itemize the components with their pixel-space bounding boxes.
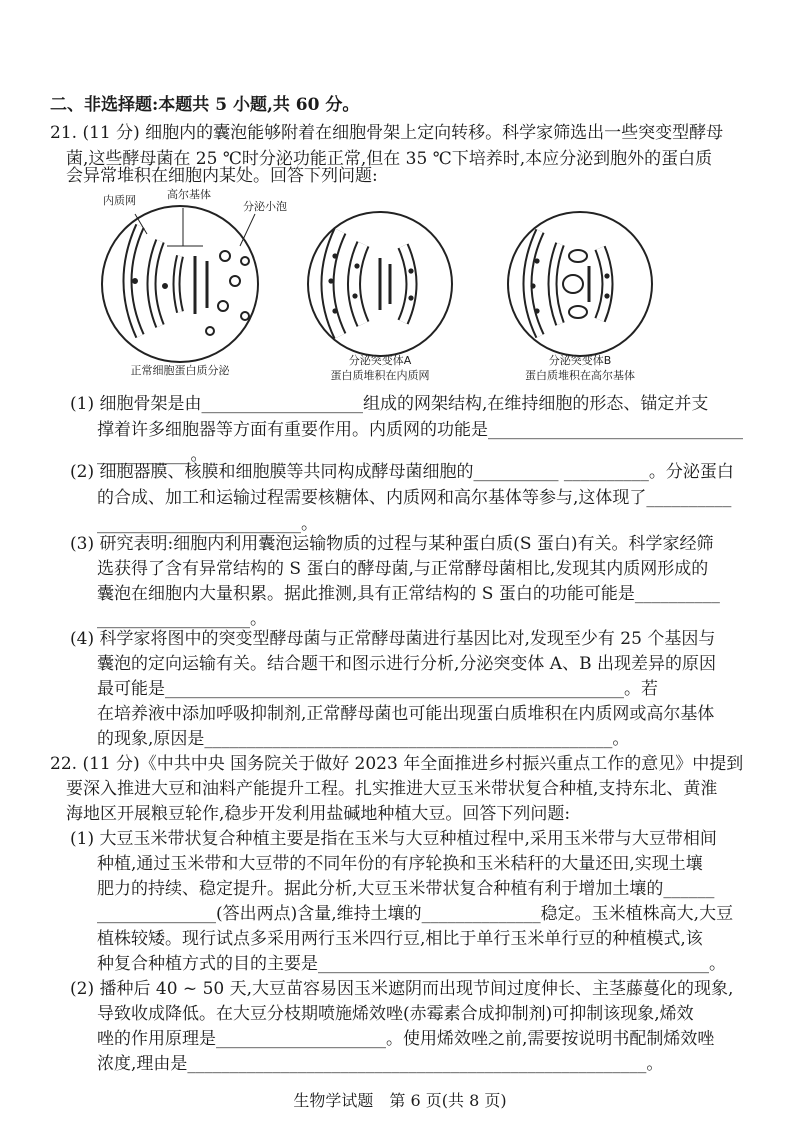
section-header: 二、非选择题:本题共 5 小题,共 60 分。 [50, 95, 360, 115]
q22-sub-line-9: 唑的作用原理是____________________。使用烯效唑之前,需要按说明书配制烯效唑 [97, 1029, 715, 1049]
golgi-label: 高尔基体 [167, 188, 211, 201]
q21-sub-line-1: (1) 细胞骨架是由___________________组成的网架结构,在维持细胞的形态、锚定并支 [70, 394, 709, 414]
vesicle-label: 分泌小泡 [243, 200, 287, 213]
mutant-a-cell-diagram [308, 212, 452, 356]
q22-sub-line-7: (2) 播种后 40 ~ 50 天,大豆苗容易因玉米遮阴而出现节间过度伸长、主茎藤蔓化的现象, [70, 979, 734, 999]
q22-sub-line-3: 肥力的持续、稳定提升。据此分析,大豆玉米带状复合种植有利于增加土壤的______ [97, 879, 715, 899]
q21-sub-line-6: ________________________。 [97, 514, 318, 534]
q21-sub-line-7: (3) 研究表明:细胞内利用囊泡运输物质的过程与某种蛋白质(S 蛋白)有关。科学家经筛 [70, 534, 714, 554]
q22-sub-line-5: 植株较矮。现行试点多采用两行玉米四行豆,相比于单行玉米单行豆的种植模式,该 [97, 929, 703, 949]
q22-sub-line-10: 浓度,理由是______________________________________________________。 [97, 1054, 664, 1074]
q21-sub-line-8: 选获得了含有异常结构的 S 蛋白的酵母菌,与正常酵母菌相比,发现其内质网形成的 [97, 559, 709, 579]
page-footer: 生物学试题 第 6 页(共 8 页) [293, 1091, 507, 1110]
q22-sub-line-6: 种复合种植方式的目的主要是______________________________________________。 [97, 954, 726, 974]
q22-intro-line-1: 22. (11 分)《中共中央 国务院关于做好 2023 年全面推进乡村振兴重点工作的意见》中提到 [50, 754, 744, 774]
normal-cell-diagram [102, 206, 258, 362]
q22-intro-line-2: 要深入推进大豆和油料产能提升工程。扎实推进大豆玉米带状复合种植,支持东北、黄淮 [66, 779, 718, 799]
q21-sub-line-14: 在培养液中添加呼吸抑制剂,正常酵母菌也可能出现蛋白质堆积在内质网或高尔基体 [97, 704, 715, 724]
q21-sub-line-10: __________________。 [97, 609, 267, 629]
q21-sub-line-9: 囊泡在细胞内大量积累。据此推测,具有正常结构的 S 蛋白的功能可能是__________ [97, 584, 720, 604]
caption-mutant-a-line-2: 蛋白质堆积在内质网 [330, 369, 430, 382]
q21-sub-line-5: 的合成、加工和运输过程需要核糖体、内质网和高尔基体等参与,这体现了__________ [97, 488, 732, 508]
q21-sub-line-2: 撑着许多细胞器等方面有重要作用。内质网的功能是______________________________ [97, 420, 743, 440]
q22-sub-line-8: 导致收成降低。在大豆分枝期喷施烯效唑(赤霉素合成抑制剂)可抑制该现象,烯效 [97, 1004, 694, 1024]
caption-mutant-b-line-1: 分泌突变体B [548, 354, 612, 367]
caption-mutant-b-line-2: 蛋白质堆积在高尔基体 [525, 369, 635, 382]
q21-sub-line-11: (4) 科学家将图中的突变型酵母菌与正常酵母菌进行基因比对,发现至少有 25 个基因与 [70, 629, 716, 649]
q21-intro-line-3: 会异常堆积在细胞内某处。回答下列问题: [66, 166, 378, 186]
q21-sub-line-13: 最可能是______________________________________________________。若 [97, 679, 658, 699]
q21-sub-line-15: 的现象,原因是________________________________________________。 [97, 729, 630, 749]
q21-intro-line-2: 菌,这些酵母菌在 25 ℃时分泌功能正常,但在 35 ℃下培养时,本应分泌到胞外的蛋白质 [66, 149, 713, 169]
caption-mutant-a-line-1: 分泌突变体A [348, 354, 412, 367]
q22-intro-line-3: 海地区开展粮豆轮作,稳步开发利用盐碱地种植大豆。回答下列问题: [66, 804, 571, 824]
er-label: 内质网 [103, 194, 136, 207]
q22-sub-line-2: 种植,通过玉米带和大豆带的不同年份的有序轮换和玉米秸秆的大量还田,实现土壤 [97, 854, 703, 874]
yeast-secretion-figure [95, 186, 695, 396]
q21-sub-line-12: 囊泡的定向运输有关。结合题干和图示进行分析,分泌突变体 A、B 出现差异的原因 [97, 654, 716, 674]
q22-sub-line-4: ______________(答出两点)含量,维持土壤的______________稳定。玉米植株高大,大豆 [97, 904, 734, 924]
q22-sub-line-1: (1) 大豆玉米带状复合种植主要是指在玉米与大豆种植过程中,采用玉米带与大豆带相间 [70, 829, 717, 849]
q21-sub-line-4: (2) 细胞器膜、核膜和细胞膜等共同构成酵母菌细胞的__________ __________。分泌蛋白 [70, 462, 734, 482]
q21-sub-line-3: ___________。 [97, 445, 208, 465]
mutant-b-cell-diagram [508, 212, 652, 356]
q21-intro-line-1: 21. (11 分) 细胞内的囊泡能够附着在细胞骨架上定向转移。科学家筛选出一些突变型酵母 [50, 123, 724, 143]
caption-normal: 正常细胞蛋白质分泌 [130, 364, 230, 377]
